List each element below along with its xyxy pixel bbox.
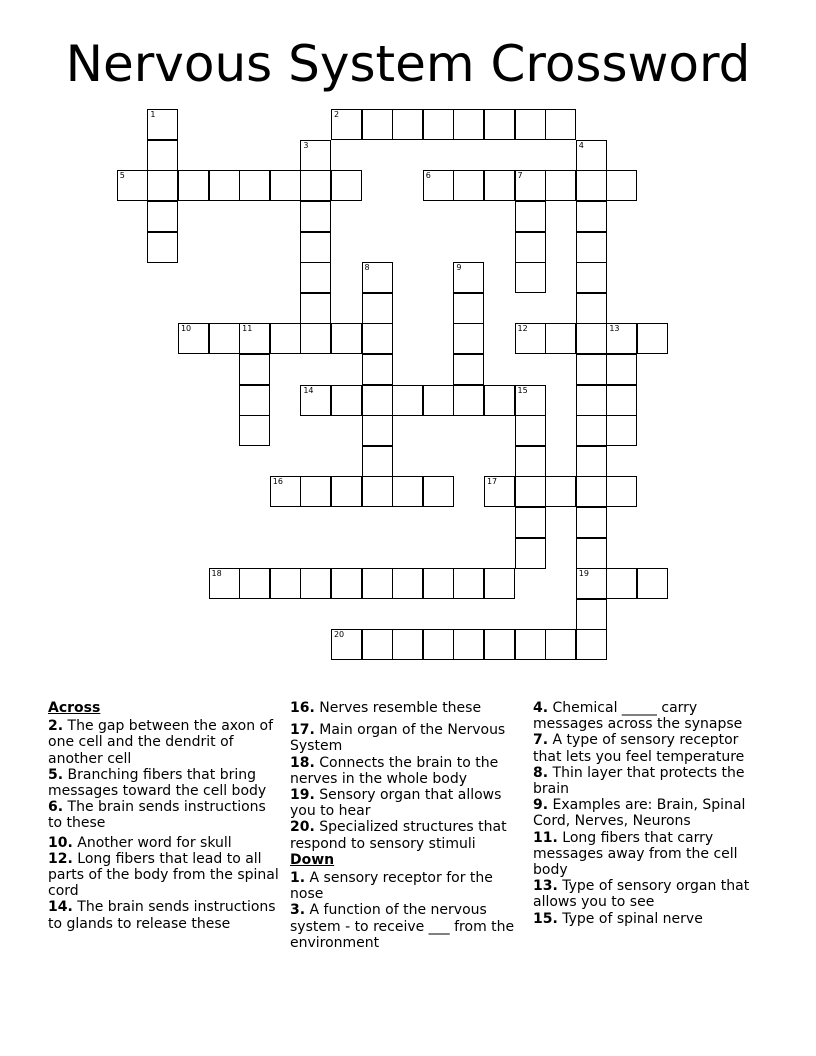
cell-number: 13 [609,324,620,334]
grid-cell[interactable] [239,415,270,446]
grid-cell[interactable] [331,568,362,599]
page-title: Nervous System Crossword [65,35,751,93]
cell-number: 20 [333,630,345,640]
grid-cell[interactable] [576,568,607,599]
cell-number: 3 [303,140,309,150]
grid-cell[interactable] [392,629,423,660]
clue-down-9: 9. Examples are: Brain, Spinal Cord, Nerves, Neurons [533,797,746,830]
grid-cell[interactable] [453,293,484,324]
clue-down-3: 3. A function of the nervous system - to receive ___ from the environment [290,902,515,951]
grid-cell[interactable] [576,293,607,324]
cell-number: 6 [425,171,431,181]
grid-cell[interactable] [453,354,484,385]
grid-cell[interactable] [331,629,362,660]
grid-cell[interactable] [576,385,607,416]
grid-cell[interactable] [545,323,576,354]
grid-cell[interactable] [300,232,331,263]
clue-across-14: 14. The brain sends instructions to glands to release these [48,899,276,932]
grid-cell[interactable] [239,170,270,201]
cell-number: 19 [578,569,589,579]
grid-cell[interactable] [270,170,301,201]
across-heading: Across [48,700,101,716]
grid-cell[interactable] [484,109,515,140]
clue-down-11: 11. Long fibers that carry messages away from the cell body [533,829,738,879]
grid-cell[interactable] [362,415,393,446]
grid-cell[interactable] [576,140,607,171]
grid-cell[interactable] [209,568,240,599]
grid-cell[interactable] [576,262,607,293]
grid-cell[interactable] [239,354,270,385]
cell-number: 5 [119,171,125,181]
cell-number: 18 [211,569,222,579]
grid-cell[interactable] [178,323,209,354]
grid-cell[interactable] [209,323,240,354]
grid-cell[interactable] [270,323,301,354]
grid-cell[interactable] [606,323,637,354]
grid-cell[interactable] [453,629,484,660]
grid-cell[interactable] [515,476,546,507]
grid-cell[interactable] [576,476,607,507]
grid-cell[interactable] [392,109,423,140]
grid-cell[interactable] [515,262,546,293]
grid-cell[interactable] [362,385,393,416]
grid-cell[interactable] [606,170,637,201]
grid-cell[interactable] [362,568,393,599]
grid-cell[interactable] [606,415,637,446]
grid-cell[interactable] [147,201,178,232]
grid-cell[interactable] [576,629,607,660]
clue-across-2: 2. The gap between the axon of one cell and the dendrit of another cell [48,718,274,767]
grid-cell[interactable] [453,262,484,293]
clue-across-19: 19. Sensory organ that allows you to hear [290,787,502,820]
cell-number: 14 [303,385,314,395]
cell-number: 4 [578,140,584,150]
cell-number: 9 [456,263,462,273]
grid-cell[interactable] [576,599,607,630]
grid-cell[interactable] [300,170,331,201]
clue-across-10: 10. Another word for skull [48,834,232,851]
grid-cell[interactable] [178,170,209,201]
cell-number: 8 [364,263,370,273]
grid-cell[interactable] [239,568,270,599]
cell-number: 10 [180,324,192,334]
grid-cell[interactable] [576,507,607,538]
grid-cell[interactable] [147,170,178,201]
clue-across-12: 12. Long fibers that lead to all parts of the body from the spinal cord [48,850,279,900]
grid-cell[interactable] [300,323,331,354]
grid-cell[interactable] [362,446,393,477]
grid-cell[interactable] [515,446,546,477]
clue-column-3 [533,700,769,927]
clue-down-4: 4. Chemical _____ carry messages across the synapse [533,700,743,733]
cell-number: 12 [517,324,528,334]
grid-cell[interactable] [362,293,393,324]
clue-across-16: 16. Nerves resemble these [290,700,482,716]
grid-cell[interactable] [576,415,607,446]
grid-cell[interactable] [484,568,515,599]
cell-number: 2 [333,110,340,120]
grid-cell[interactable] [147,109,178,140]
grid-cell[interactable] [453,323,484,354]
clue-down-8: 8. Thin layer that protects the brain [533,764,745,798]
grid-cell[interactable] [606,385,637,416]
grid-cell[interactable] [331,323,362,354]
grid-cell[interactable] [331,170,362,201]
cell-number: 11 [242,324,253,334]
clue-across-5: 5. Branching fibers that bring messages toward the cell body [48,766,267,800]
grid-cell[interactable] [270,476,301,507]
grid-cell[interactable] [300,201,331,232]
grid-cell[interactable] [515,538,546,569]
grid-cell[interactable] [362,262,393,293]
grid-cell[interactable] [392,568,423,599]
clue-down-1: 1. A sensory receptor for the nose [290,870,493,903]
clue-column-2 [290,700,526,951]
grid-cell[interactable] [453,385,484,416]
grid-cell[interactable] [239,385,270,416]
grid-cell[interactable] [515,232,546,263]
grid-cell[interactable] [545,476,576,507]
clue-down-13: 13. Type of sensory organ that allows you to see [533,878,750,911]
grid-cell[interactable] [147,232,178,263]
grid-cell[interactable] [515,629,546,660]
clue-down-7: 7. A type of sensory receptor that lets you feel temperature [533,732,745,765]
clue-column-1 [48,700,284,932]
grid-cell[interactable] [606,476,637,507]
cell-number: 17 [486,477,498,487]
grid-cell[interactable] [300,293,331,324]
grid-cell[interactable] [515,385,546,416]
grid-cell[interactable] [576,201,607,232]
grid-cell[interactable] [423,476,454,507]
grid-cell[interactable] [300,568,331,599]
clue-down-15: 15. Type of spinal nerve [533,910,703,927]
grid-cell[interactable] [392,476,423,507]
down-heading: Down [290,851,335,868]
grid-cell[interactable] [300,385,331,416]
grid-cell[interactable] [484,170,515,201]
grid-cell[interactable] [392,385,423,416]
grid-cell[interactable] [331,476,362,507]
grid-cell[interactable] [362,629,393,660]
cell-number: 1 [150,110,156,120]
grid-cell[interactable] [545,109,576,140]
grid-cell[interactable] [209,170,240,201]
grid-cell[interactable] [362,323,393,354]
grid-cell[interactable] [484,385,515,416]
grid-cell[interactable] [453,109,484,140]
grid-cell[interactable] [423,629,454,660]
grid-cell[interactable] [362,354,393,385]
grid-cell[interactable] [484,629,515,660]
grid-cell[interactable] [362,109,393,140]
grid-cell[interactable] [515,170,546,201]
grid-cell[interactable] [515,507,546,538]
grid-cell[interactable] [484,476,515,507]
grid-cell[interactable] [147,140,178,171]
cell-number: 7 [517,171,523,181]
grid-cell[interactable] [545,170,576,201]
grid-cell[interactable] [423,568,454,599]
grid-cell[interactable] [300,262,331,293]
grid-cell[interactable] [576,354,607,385]
grid-cell[interactable] [576,170,607,201]
grid-cell[interactable] [637,568,668,599]
grid-cell[interactable] [515,415,546,446]
grid-cell[interactable] [453,568,484,599]
clue-across-18: 18. Connects the brain to the nerves in the whole body [290,754,499,787]
grid-cell[interactable] [453,170,484,201]
grid-cell[interactable] [606,354,637,385]
grid-cell[interactable] [576,323,607,354]
grid-cell[interactable] [362,476,393,507]
cell-number: 15 [517,385,528,395]
clue-across-6: 6. The brain sends instructions to these [48,799,266,832]
grid-cell[interactable] [423,170,454,201]
grid-cell[interactable] [300,140,331,171]
grid-cell[interactable] [515,323,546,354]
grid-cell[interactable] [270,568,301,599]
grid-cell[interactable] [545,629,576,660]
grid-cell[interactable] [423,109,454,140]
grid-cell[interactable] [576,538,607,569]
clue-across-17: 17. Main organ of the Nervous System [290,722,506,755]
grid-cell[interactable] [515,109,546,140]
grid-cell[interactable] [637,323,668,354]
grid-cell[interactable] [576,232,607,263]
clue-across-20: 20. Specialized structures that respond to sensory stimuli [290,819,507,852]
grid-cell[interactable] [606,568,637,599]
grid-cell[interactable] [300,476,331,507]
grid-cell[interactable] [423,385,454,416]
grid-cell[interactable] [331,385,362,416]
grid-cell[interactable] [117,170,148,201]
cell-number: 16 [272,477,283,487]
grid-cell[interactable] [576,446,607,477]
grid-cell[interactable] [239,323,270,354]
grid-cell[interactable] [515,201,546,232]
grid-cell[interactable] [331,109,362,140]
